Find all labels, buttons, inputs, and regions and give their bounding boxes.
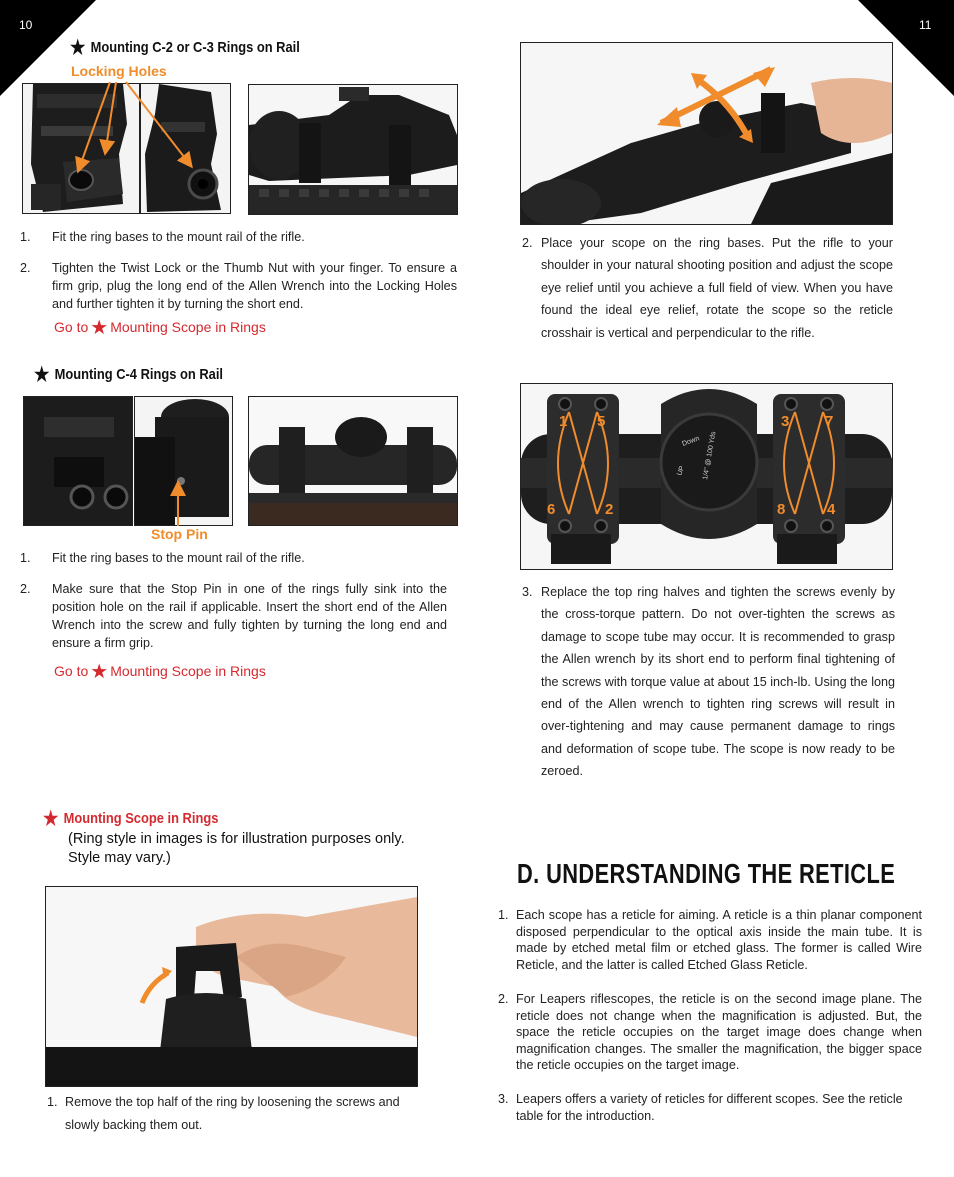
reticle-item-3	[498, 1091, 922, 1124]
star-icon: ★	[43, 808, 59, 830]
step-number: 1.	[47, 1095, 58, 1109]
step-number: 2.	[522, 236, 533, 250]
c4-step-2	[20, 580, 447, 652]
star-icon: ★	[34, 364, 50, 386]
goto-mounting-scope-link-2[interactable]	[54, 659, 266, 684]
rings-step-2	[522, 232, 893, 344]
torque-label-2: 2	[605, 501, 614, 518]
section-c4-title: Mounting C-4 Rings on Rail	[54, 366, 223, 383]
item-text: Leapers offers a variety of reticles for different scopes. See the reticle table for the introduction.	[516, 1092, 903, 1123]
step-number: 3.	[522, 585, 533, 599]
section-c23-heading	[70, 38, 300, 58]
turret-label-down: Down	[681, 435, 701, 448]
turret-label-up: UP	[676, 465, 687, 477]
rings-step-3	[522, 581, 895, 783]
goto-prefix: Go to	[54, 319, 89, 335]
c23-scope-on-rail-photo	[248, 84, 458, 215]
step-number: 1.	[20, 551, 31, 565]
item-number: 2.	[498, 992, 509, 1006]
step-text: Fit the ring bases to the mount rail of the rifle.	[52, 551, 305, 565]
goto-target: Mounting Scope in Rings	[110, 319, 266, 335]
c4-step-1	[20, 549, 447, 567]
star-icon: ★	[90, 661, 109, 683]
torque-label-5: 5	[597, 413, 606, 430]
star-icon: ★	[70, 37, 86, 59]
step-text: Replace the top ring halves and tighten the screws evenly by the cross-torque pattern. Do not over-tighten the screws as damage to scope tube may occur. It is recommended to grasp the Allen wrench by its short end to perform final tightening of the screws with torque value at about 15 inch-lb. Using the long end of the Allen wrench to tighten ring screws will result in over-tightening and may cause permanent damage to rings and deformation of scope tube. The scope is now ready to be zeroed.	[541, 585, 895, 779]
section-c23-title: Mounting C-2 or C-3 Rings on Rail	[90, 39, 300, 56]
reticle-item-2	[498, 991, 922, 1074]
step-text: Place your scope on the ring bases. Put the rifle to your shoulder in your natural shooting position and adjust the scope eye relief until you achieve a full field of view. When you have found the ideal eye relief, rotate the scope so the reticle crosshair is vertical and perpendicular to the rifle.	[541, 236, 893, 340]
section-d-title: D. UNDERSTANDING THE RETICLE	[517, 858, 896, 889]
step-text: Fit the ring bases to the mount rail of the rifle.	[52, 230, 305, 244]
ring-style-note: (Ring style in images is for illustration purposes only. Style may vary.)	[68, 831, 405, 866]
turret-label-clicks: 1/4" @ 100 Yds	[702, 431, 718, 481]
torque-label-4: 4	[827, 501, 836, 518]
torque-pattern-diagram	[521, 384, 892, 569]
stop-pin-label: Stop Pin	[151, 526, 208, 542]
step-number: 1.	[20, 230, 31, 244]
step-number: 2.	[20, 261, 31, 275]
c23-step-1	[20, 228, 457, 246]
page-number-left: 10	[19, 18, 33, 32]
orange-arrow-icon	[60, 78, 200, 178]
torque-label-8: 8	[777, 501, 786, 518]
torque-label-7: 7	[825, 413, 834, 430]
page-number-right: 11	[919, 18, 932, 32]
c4-scope-on-rail-photo	[248, 396, 458, 526]
rings-step-1	[47, 1091, 422, 1137]
torque-label-3: 3	[781, 413, 790, 430]
orange-arrow-icon	[168, 478, 188, 528]
section-rings-heading	[43, 809, 218, 829]
goto-target: Mounting Scope in Rings	[110, 663, 266, 679]
goto-prefix: Go to	[54, 663, 89, 679]
item-number: 3.	[498, 1092, 509, 1106]
section-c4-heading	[34, 365, 223, 385]
item-number: 1.	[498, 908, 509, 922]
section-rings-title: Mounting Scope in Rings	[63, 810, 219, 827]
reticle-item-1	[498, 907, 922, 973]
step-text: Remove the top half of the ring by loosening the screws and slowly backing them out.	[65, 1095, 400, 1132]
torque-label-1: 1	[559, 413, 568, 430]
locking-holes-label: Locking Holes	[71, 63, 167, 79]
step-number: 2.	[20, 582, 31, 596]
goto-mounting-scope-link-1[interactable]	[54, 315, 266, 340]
step-text: Tighten the Twist Lock or the Thumb Nut with your finger. To ensure a firm grip, plug the long end of the Allen Wrench into the Locking Holes and further tighten it by turning the short end.	[52, 261, 457, 311]
c4-ring-photo-1	[23, 396, 133, 526]
c23-step-2	[20, 259, 457, 313]
eye-relief-photo	[520, 42, 893, 225]
remove-ring-top-photo	[45, 886, 418, 1087]
star-icon: ★	[90, 317, 109, 339]
step-text: Make sure that the Stop Pin in one of the rings fully sink into the position hole on the rail if applicable. Insert the short end of the Allen Wrench into the screw and fully tighten by turning the long end and ensure a firm grip.	[52, 582, 447, 650]
item-text: Each scope has a reticle for aiming. A reticle is a thin planar component disposed perpendicular to the optical axis inside the main tube. It is made by etched metal film or etched glass. The former is called Wire Reticle, and the latter is called Etched Glass Reticle.	[516, 908, 922, 972]
torque-label-6: 6	[547, 501, 556, 518]
item-text: For Leapers riflescopes, the reticle is on the second image plane. The reticle does not change when the magnification is adjusted. But, the space the reticle occupies on the target image does change when magnification changes. The smaller the magnification, the bigger space the reticle occupies on the target image.	[516, 992, 922, 1072]
torque-pattern-photo	[520, 383, 893, 570]
